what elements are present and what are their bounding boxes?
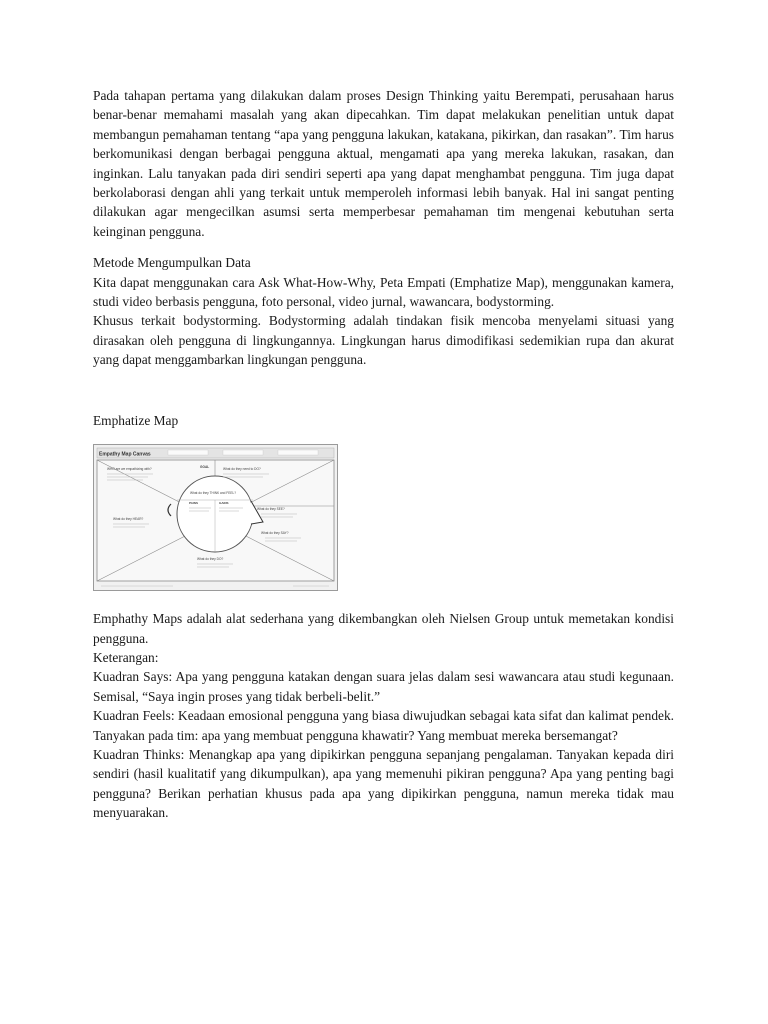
thinks-quadrant-paragraph: Kuadran Thinks: Menangkap apa yang dipikirkan pengguna sepanjang pengalaman. Tanyakan kepada diri sendiri (hasil kualitatif yang dikumpulkan), apa yang memenuhi pikiran pengguna? Apa yang penting bagi pengguna? Berikan perhatian khusus pada apa yang dipikirkan pengguna, namun mereka tidak mau menyuarakan. xyxy=(93,746,674,821)
canvas-see-question: What do they SEE? xyxy=(257,507,285,512)
canvas-hear-question: What do they HEAR? xyxy=(113,517,144,522)
canvas-say-question: What do they SAY? xyxy=(261,531,289,536)
canvas-think-feel-question: What do they THINK and FEEL? xyxy=(190,491,237,496)
canvas-do-observed-question: What do they DO? xyxy=(197,557,224,562)
emphatize-map-heading: Emphatize Map xyxy=(93,412,179,428)
empathy-map-description: Emphathy Maps adalah alat sederhana yang dikembangkan oleh Nielsen Group untuk memetakan kondisi pengguna. xyxy=(93,611,674,646)
canvas-do-question: What do they need to DO? xyxy=(223,467,261,472)
document-body xyxy=(93,86,674,823)
methods-paragraph: Kita dapat menggunakan cara Ask What-How-Why, Peta Empati (Emphatize Map), menggunakan kamera, studi video berbasis pengguna, foto personal, video jurnal, wawancara, bodystorming. xyxy=(93,274,674,310)
methods-heading: Metode Mengumpulkan Data xyxy=(93,255,251,271)
canvas-gains-label: GAINS xyxy=(219,501,229,506)
feels-quadrant-paragraph: Kuadran Feels: Keadaan emosional pengguna yang biasa diwujudkan sebagai kata sifat dan kalimat pendek. Tanyakan pada tim: apa yang membuat pengguna khawatir? Yang membuat mereka bersemangat? xyxy=(93,708,674,743)
canvas-goal-label: GOAL xyxy=(200,465,210,470)
intro-paragraph: Pada tahapan pertama yang dilakukan dalam proses Design Thinking yaitu Berempati, perusahaan harus benar-benar memahami masalah yang akan dipecahkan. Tim dapat melakukan penelitian untuk dapat membangun pemahaman tentang “apa yang pengguna lakukan, katakana, pikirkan, dan rasakan”. Tim harus berkomunikasi dengan berbagai pengguna aktual, mengamati apa yang mereka lakukan, rasakan, dan inginkan. Lalu tanyakan pada diri sendiri seperti apa yang dapat menghambat pengguna. Tim juga dapat berkolaborasi dengan ahli yang terkait untuk memperoleh informasi lebih banyak. Hal ini sangat penting dilakukan agar mengecilkan asumsi serta memperbesar pemahaman tim mengenai kebutuhan serta keinginan pengguna. xyxy=(93,88,674,239)
canvas-pains-label: PAINS xyxy=(189,501,198,506)
canvas-who-question: WHO are we empathizing with? xyxy=(107,467,152,472)
bodystorming-paragraph: Khusus terkait bodystorming. Bodystorming adalah tindakan fisik mencoba menyelami situasi yang dirasakan oleh pengguna di lingkungannya. Lingkungan harus dimodifikasi sedemikian rupa dan akurat yang dapat menggambarkan lingkungan pengguna. xyxy=(93,313,674,368)
empathy-map-canvas-image xyxy=(93,444,338,591)
says-quadrant-paragraph: Kuadran Says: Apa yang pengguna katakan dengan suara jelas dalam sesi wawancara atau studi kegunaan. Semisal, “Saya ingin proses yang tidak berbeli-belit.” xyxy=(93,669,674,704)
empathy-map-figure xyxy=(93,444,338,591)
legend-label: Keterangan: xyxy=(93,649,159,665)
canvas-title: Empathy Map Canvas xyxy=(99,451,151,458)
